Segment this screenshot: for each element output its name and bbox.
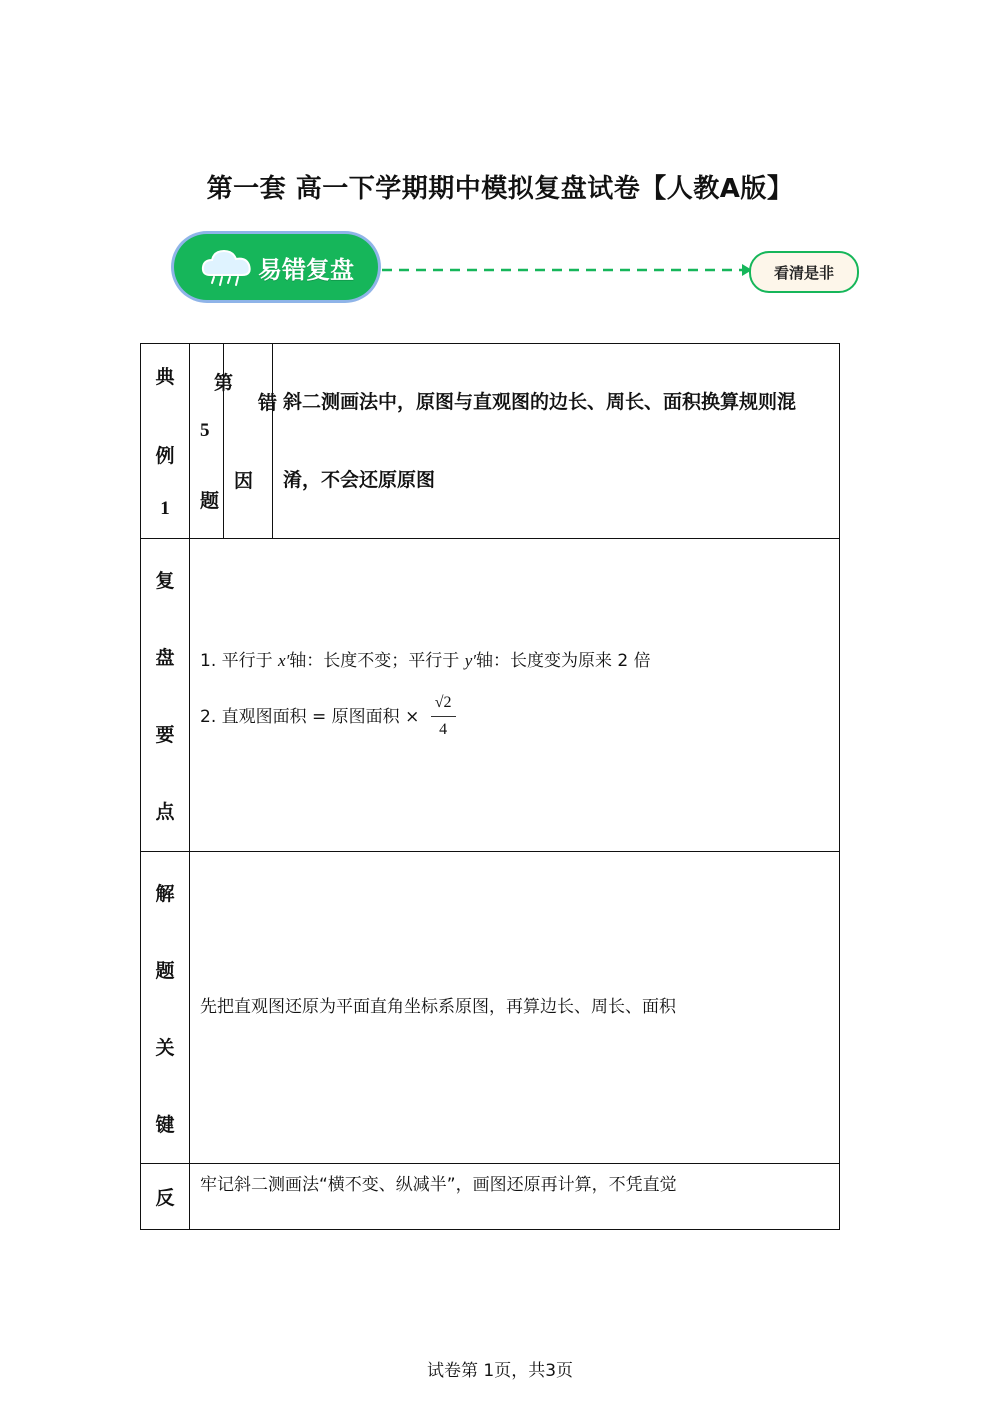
question-number-cell: [190, 344, 234, 539]
label-cell-reflection: [141, 1164, 190, 1230]
cause-text-cell: [273, 344, 840, 539]
label-char: 复: [155, 570, 175, 592]
label-cell-review-points: [141, 539, 190, 852]
cause-text-line: 斜二测画法中，原图与直观图的边长、周长、面积换算规则混: [283, 391, 797, 413]
banner-side-badge: 看清是非: [749, 251, 859, 293]
label-char: 点: [155, 801, 175, 823]
label-char: 盘: [155, 647, 175, 669]
question-char: 5: [200, 420, 210, 441]
label-char: 键: [155, 1113, 175, 1136]
label-char: 解: [155, 882, 175, 905]
page-title: 第一套 高一下学期期中模拟复盘试卷【人教A版】: [206, 174, 794, 204]
label-char: 典: [155, 366, 175, 388]
fraction-sqrt2-over-4: $\frac{√2}{4}$: [431, 692, 456, 742]
table-row-review-points: [141, 539, 840, 852]
label-char: 题: [155, 959, 175, 982]
banner-main-label: 易错复盘: [258, 255, 354, 284]
solution-key-cell: 先把直观图还原为平面直角坐标系原图，再算边长、周长、面积: [190, 852, 840, 1164]
label-cell-example: [141, 344, 190, 539]
table-row-reflection: [141, 1164, 840, 1230]
cause-char: 错: [258, 392, 278, 414]
cause-char: 因: [234, 470, 254, 492]
label-char: 要: [155, 724, 175, 746]
cause-text-line: 淆，不会还原原图: [283, 469, 436, 491]
label-char: 1: [160, 498, 170, 519]
review-point-1: 1. 平行于 x′轴：长度不变；平行于 y′轴：长度变为原来 2 倍: [200, 650, 651, 671]
label-char: 反: [155, 1187, 175, 1209]
banner-arrow: [382, 262, 754, 278]
page-footer: 试卷第 1页，共3页: [426, 1361, 574, 1381]
table-row-example: [141, 344, 840, 539]
label-cell-solution-key: [141, 852, 190, 1164]
rain-cloud-icon: [200, 243, 254, 291]
reflection-cell: 牢记斜二测画法“横不变、纵减半”，画图还原再计算，不凭直觉: [190, 1164, 840, 1230]
review-table: [140, 343, 840, 1230]
question-char: 第: [214, 372, 234, 394]
question-char: 题: [200, 490, 220, 512]
label-char: 例: [155, 445, 175, 467]
label-char: 关: [155, 1036, 175, 1059]
review-point-2: 2. 直观图面积 = 原图面积 × $\frac{√2}{4}$: [200, 692, 839, 742]
banner-pill: [174, 234, 378, 300]
cause-label-cell: [224, 344, 278, 539]
table-row-solution-key: [141, 852, 840, 1164]
review-points-cell: [190, 539, 840, 852]
